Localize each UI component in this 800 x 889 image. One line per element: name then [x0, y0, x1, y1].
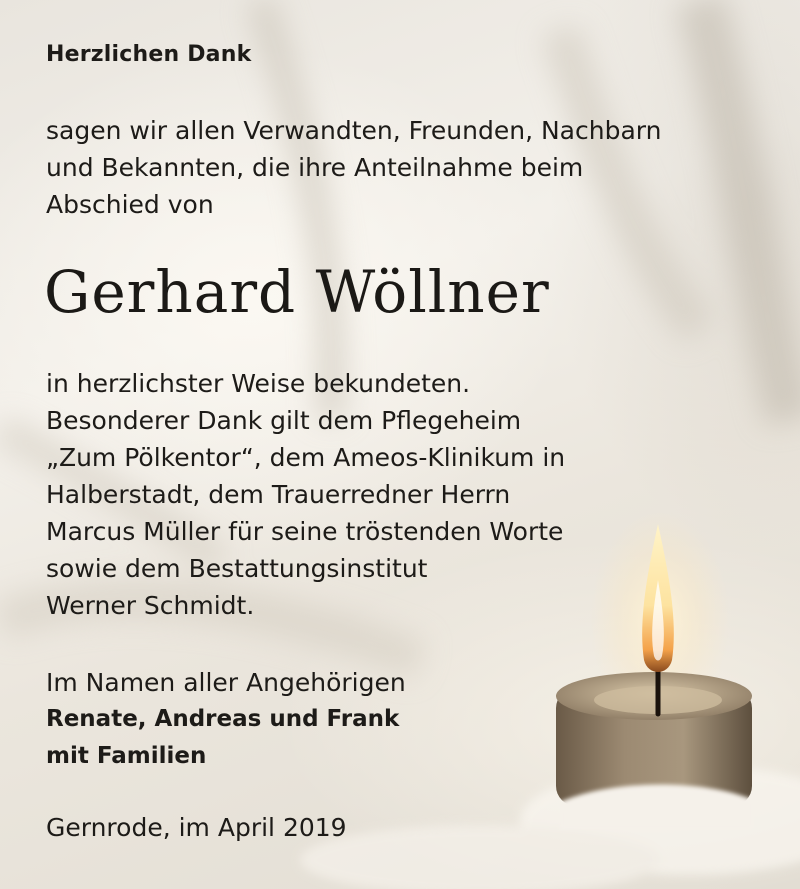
place-date: Gernrode, im April 2019: [46, 813, 347, 842]
intro-line: Abschied von: [46, 190, 214, 219]
signature-block: [46, 664, 406, 775]
thanks-heading: Herzlichen Dank: [46, 42, 252, 67]
candle-icon: [540, 510, 770, 830]
body-line: sowie dem Bestattungsinstitut: [46, 554, 428, 583]
intro-line: sagen wir allen Verwandten, Freunden, Nachbarn: [46, 116, 662, 145]
body-line: in herzlichster Weise bekundeten.: [46, 369, 471, 398]
body-line: Werner Schmidt.: [46, 591, 255, 620]
intro-line: und Bekannten, die ihre Anteilnahme beim: [46, 153, 584, 182]
signature-families: mit Familien: [46, 743, 207, 769]
intro-paragraph: [46, 112, 661, 223]
body-line: „Zum Pölkentor“, dem Ameos-Klinikum in: [46, 443, 566, 472]
body-line: Besonderer Dank gilt dem Pflegeheim: [46, 406, 522, 435]
deceased-name: Gerhard Wöllner: [44, 258, 550, 326]
signature-names: Renate, Andreas und Frank: [46, 706, 400, 732]
body-paragraph: [46, 365, 565, 624]
body-line: Halberstadt, dem Trauerredner Herrn: [46, 480, 511, 509]
body-line: Marcus Müller für seine tröstenden Worte: [46, 517, 564, 546]
signature-intro: Im Namen aller Angehörigen: [46, 668, 406, 697]
